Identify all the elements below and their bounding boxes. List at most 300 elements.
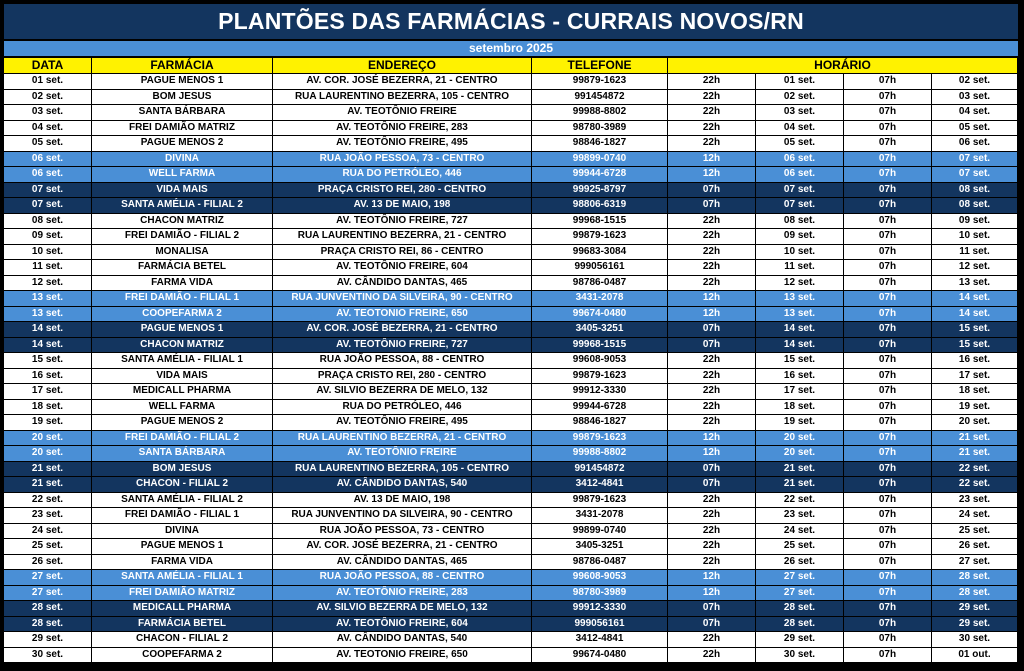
cell-end-date: 28 set. bbox=[932, 570, 1018, 586]
cell-end-hour: 07h bbox=[844, 648, 932, 664]
cell-pharmacy: CHACON - FILIAL 2 bbox=[92, 632, 273, 648]
table-row bbox=[4, 74, 1018, 90]
cell-end-hour: 07h bbox=[844, 431, 932, 447]
cell-phone: 99683-3084 bbox=[532, 245, 668, 261]
cell-pharmacy: FREI DAMIÃO - FILIAL 2 bbox=[92, 431, 273, 447]
cell-end-date: 24 set. bbox=[932, 508, 1018, 524]
cell-date: 18 set. bbox=[4, 400, 92, 416]
cell-pharmacy: PAGUE MENOS 2 bbox=[92, 415, 273, 431]
cell-start-hour: 22h bbox=[668, 648, 756, 664]
table-row bbox=[4, 632, 1018, 648]
cell-end-hour: 07h bbox=[844, 136, 932, 152]
cell-phone: 98780-3989 bbox=[532, 586, 668, 602]
cell-date: 25 set. bbox=[4, 539, 92, 555]
cell-phone: 99899-0740 bbox=[532, 524, 668, 540]
cell-pharmacy: WELL FARMA bbox=[92, 400, 273, 416]
cell-address: AV. TEOTÔNIO FREIRE, 727 bbox=[273, 338, 532, 354]
cell-pharmacy: VIDA MAIS bbox=[92, 183, 273, 199]
table-row bbox=[4, 353, 1018, 369]
cell-start-hour: 07h bbox=[668, 477, 756, 493]
cell-start-date: 22 set. bbox=[756, 493, 844, 509]
cell-date: 27 set. bbox=[4, 586, 92, 602]
cell-start-date: 28 set. bbox=[756, 617, 844, 633]
cell-date: 06 set. bbox=[4, 167, 92, 183]
cell-end-hour: 07h bbox=[844, 322, 932, 338]
cell-address: AV. TEOTÔNIO FREIRE, 727 bbox=[273, 214, 532, 230]
cell-address: RUA JUNVENTINO DA SILVEIRA, 90 - CENTRO bbox=[273, 508, 532, 524]
cell-pharmacy: MEDICALL PHARMA bbox=[92, 601, 273, 617]
cell-start-date: 13 set. bbox=[756, 307, 844, 323]
cell-pharmacy: SANTA BÁRBARA bbox=[92, 105, 273, 121]
cell-pharmacy: FREI DAMIÃO - FILIAL 1 bbox=[92, 291, 273, 307]
cell-date: 29 set. bbox=[4, 632, 92, 648]
cell-date: 11 set. bbox=[4, 260, 92, 276]
cell-address: AV. SILVIO BEZERRA DE MELO, 132 bbox=[273, 601, 532, 617]
table-row bbox=[4, 462, 1018, 478]
cell-address: AV. 13 DE MAIO, 198 bbox=[273, 198, 532, 214]
cell-address: RUA LAURENTINO BEZERRA, 105 - CENTRO bbox=[273, 462, 532, 478]
table-row bbox=[4, 276, 1018, 292]
cell-end-date: 23 set. bbox=[932, 493, 1018, 509]
cell-pharmacy: FARMA VIDA bbox=[92, 555, 273, 571]
cell-phone: 99912-3330 bbox=[532, 601, 668, 617]
table-row bbox=[4, 524, 1018, 540]
header-endereco: ENDEREÇO bbox=[273, 58, 532, 74]
cell-address: RUA JOÃO PESSOA, 88 - CENTRO bbox=[273, 353, 532, 369]
cell-phone: 999056161 bbox=[532, 260, 668, 276]
table-row bbox=[4, 555, 1018, 571]
table-body bbox=[4, 74, 1018, 663]
cell-start-date: 29 set. bbox=[756, 632, 844, 648]
cell-start-date: 07 set. bbox=[756, 198, 844, 214]
cell-address: RUA LAURENTINO BEZERRA, 21 - CENTRO bbox=[273, 229, 532, 245]
cell-end-hour: 07h bbox=[844, 415, 932, 431]
cell-end-hour: 07h bbox=[844, 384, 932, 400]
cell-address: RUA JOÃO PESSOA, 73 - CENTRO bbox=[273, 524, 532, 540]
cell-end-date: 21 set. bbox=[932, 431, 1018, 447]
cell-phone: 99988-8802 bbox=[532, 105, 668, 121]
header-horario: HORÁRIO bbox=[668, 58, 1018, 74]
cell-start-hour: 07h bbox=[668, 617, 756, 633]
table-row bbox=[4, 617, 1018, 633]
cell-pharmacy: COOPEFARMA 2 bbox=[92, 648, 273, 664]
cell-end-hour: 07h bbox=[844, 105, 932, 121]
cell-address: AV. TEOTÔNIO FREIRE bbox=[273, 105, 532, 121]
cell-phone: 3431-2078 bbox=[532, 291, 668, 307]
table-row bbox=[4, 245, 1018, 261]
cell-start-date: 23 set. bbox=[756, 508, 844, 524]
cell-pharmacy: CHACON - FILIAL 2 bbox=[92, 477, 273, 493]
cell-date: 30 set. bbox=[4, 648, 92, 664]
cell-date: 01 set. bbox=[4, 74, 92, 90]
cell-end-date: 11 set. bbox=[932, 245, 1018, 261]
cell-pharmacy: FARMA VIDA bbox=[92, 276, 273, 292]
schedule-table bbox=[4, 58, 1018, 663]
table-row bbox=[4, 508, 1018, 524]
table-row bbox=[4, 384, 1018, 400]
cell-address: AV. TEOTÔNIO FREIRE, 283 bbox=[273, 121, 532, 137]
cell-end-hour: 07h bbox=[844, 601, 932, 617]
cell-end-date: 07 set. bbox=[932, 167, 1018, 183]
cell-end-hour: 07h bbox=[844, 632, 932, 648]
cell-end-hour: 07h bbox=[844, 477, 932, 493]
cell-pharmacy: PAGUE MENOS 1 bbox=[92, 539, 273, 555]
cell-start-date: 12 set. bbox=[756, 276, 844, 292]
cell-address: AV. TEOTÔNIO FREIRE, 283 bbox=[273, 586, 532, 602]
cell-end-hour: 07h bbox=[844, 508, 932, 524]
cell-end-date: 30 set. bbox=[932, 632, 1018, 648]
cell-end-hour: 07h bbox=[844, 586, 932, 602]
table-header-row bbox=[4, 58, 1018, 74]
cell-start-hour: 22h bbox=[668, 121, 756, 137]
cell-address: AV. CÂNDIDO DANTAS, 465 bbox=[273, 555, 532, 571]
cell-phone: 3412-4841 bbox=[532, 632, 668, 648]
table-row bbox=[4, 307, 1018, 323]
cell-start-date: 25 set. bbox=[756, 539, 844, 555]
cell-start-hour: 12h bbox=[668, 431, 756, 447]
cell-pharmacy: CHACON MATRIZ bbox=[92, 214, 273, 230]
cell-end-hour: 07h bbox=[844, 74, 932, 90]
cell-end-date: 27 set. bbox=[932, 555, 1018, 571]
cell-pharmacy: COOPEFARMA 2 bbox=[92, 307, 273, 323]
cell-end-hour: 07h bbox=[844, 90, 932, 106]
cell-end-date: 20 set. bbox=[932, 415, 1018, 431]
cell-date: 10 set. bbox=[4, 245, 92, 261]
cell-start-hour: 22h bbox=[668, 400, 756, 416]
cell-pharmacy: WELL FARMA bbox=[92, 167, 273, 183]
table-row bbox=[4, 431, 1018, 447]
cell-end-date: 18 set. bbox=[932, 384, 1018, 400]
table-row bbox=[4, 369, 1018, 385]
cell-phone: 99674-0480 bbox=[532, 648, 668, 664]
cell-address: AV. TEOTÔNIO FREIRE, 495 bbox=[273, 415, 532, 431]
cell-start-hour: 12h bbox=[668, 307, 756, 323]
cell-start-hour: 22h bbox=[668, 90, 756, 106]
cell-end-hour: 07h bbox=[844, 198, 932, 214]
cell-pharmacy: PAGUE MENOS 2 bbox=[92, 136, 273, 152]
cell-end-hour: 07h bbox=[844, 462, 932, 478]
cell-start-hour: 22h bbox=[668, 229, 756, 245]
cell-phone: 99879-1623 bbox=[532, 369, 668, 385]
cell-pharmacy: SANTA AMÉLIA - FILIAL 1 bbox=[92, 353, 273, 369]
cell-start-date: 15 set. bbox=[756, 353, 844, 369]
cell-date: 22 set. bbox=[4, 493, 92, 509]
cell-address: RUA LAURENTINO BEZERRA, 105 - CENTRO bbox=[273, 90, 532, 106]
cell-start-date: 02 set. bbox=[756, 90, 844, 106]
table-row bbox=[4, 586, 1018, 602]
cell-address: RUA JUNVENTINO DA SILVEIRA, 90 - CENTRO bbox=[273, 291, 532, 307]
cell-phone: 99912-3330 bbox=[532, 384, 668, 400]
cell-date: 28 set. bbox=[4, 601, 92, 617]
cell-pharmacy: SANTA AMÉLIA - FILIAL 2 bbox=[92, 198, 273, 214]
cell-address: AV. CÂNDIDO DANTAS, 540 bbox=[273, 477, 532, 493]
cell-start-hour: 22h bbox=[668, 384, 756, 400]
table-row bbox=[4, 152, 1018, 168]
cell-address: AV. COR. JOSÉ BEZERRA, 21 - CENTRO bbox=[273, 322, 532, 338]
table-row bbox=[4, 136, 1018, 152]
cell-pharmacy: FREI DAMIÃO MATRIZ bbox=[92, 121, 273, 137]
cell-end-date: 14 set. bbox=[932, 307, 1018, 323]
cell-phone: 3405-3251 bbox=[532, 322, 668, 338]
cell-address: RUA DO PETRÓLEO, 446 bbox=[273, 400, 532, 416]
cell-phone: 99608-9053 bbox=[532, 570, 668, 586]
cell-end-date: 15 set. bbox=[932, 322, 1018, 338]
cell-start-date: 21 set. bbox=[756, 462, 844, 478]
cell-date: 12 set. bbox=[4, 276, 92, 292]
cell-end-date: 15 set. bbox=[932, 338, 1018, 354]
cell-end-date: 16 set. bbox=[932, 353, 1018, 369]
cell-end-hour: 07h bbox=[844, 446, 932, 462]
cell-address: AV. TEOTÔNIO FREIRE, 604 bbox=[273, 260, 532, 276]
cell-date: 16 set. bbox=[4, 369, 92, 385]
cell-start-hour: 22h bbox=[668, 369, 756, 385]
cell-address: PRAÇA CRISTO REI, 280 - CENTRO bbox=[273, 369, 532, 385]
cell-date: 08 set. bbox=[4, 214, 92, 230]
header-telefone: TELEFONE bbox=[532, 58, 668, 74]
cell-end-date: 22 set. bbox=[932, 462, 1018, 478]
cell-start-date: 03 set. bbox=[756, 105, 844, 121]
cell-address: AV. SILVIO BEZERRA DE MELO, 132 bbox=[273, 384, 532, 400]
page-title: PLANTÕES DAS FARMÁCIAS - CURRAIS NOVOS/RN bbox=[4, 4, 1018, 39]
cell-date: 20 set. bbox=[4, 431, 92, 447]
cell-end-date: 21 set. bbox=[932, 446, 1018, 462]
cell-date: 13 set. bbox=[4, 307, 92, 323]
cell-end-hour: 07h bbox=[844, 167, 932, 183]
table-row bbox=[4, 601, 1018, 617]
cell-end-hour: 07h bbox=[844, 307, 932, 323]
cell-end-hour: 07h bbox=[844, 121, 932, 137]
cell-pharmacy: PAGUE MENOS 1 bbox=[92, 74, 273, 90]
cell-phone: 98780-3989 bbox=[532, 121, 668, 137]
cell-phone: 99968-1515 bbox=[532, 214, 668, 230]
cell-phone: 991454872 bbox=[532, 462, 668, 478]
cell-phone: 3412-4841 bbox=[532, 477, 668, 493]
cell-start-date: 21 set. bbox=[756, 477, 844, 493]
cell-start-date: 01 set. bbox=[756, 74, 844, 90]
cell-address: AV. TEOTÔNIO FREIRE bbox=[273, 446, 532, 462]
cell-address: AV. CÂNDIDO DANTAS, 465 bbox=[273, 276, 532, 292]
cell-end-date: 17 set. bbox=[932, 369, 1018, 385]
cell-start-date: 06 set. bbox=[756, 167, 844, 183]
cell-date: 15 set. bbox=[4, 353, 92, 369]
cell-phone: 98846-1827 bbox=[532, 415, 668, 431]
cell-phone: 99674-0480 bbox=[532, 307, 668, 323]
cell-phone: 98846-1827 bbox=[532, 136, 668, 152]
cell-start-date: 27 set. bbox=[756, 586, 844, 602]
cell-address: AV. TEOTONIO FREIRE, 650 bbox=[273, 307, 532, 323]
table-row bbox=[4, 415, 1018, 431]
cell-start-hour: 22h bbox=[668, 136, 756, 152]
cell-start-date: 07 set. bbox=[756, 183, 844, 199]
cell-start-hour: 07h bbox=[668, 198, 756, 214]
cell-date: 19 set. bbox=[4, 415, 92, 431]
cell-date: 24 set. bbox=[4, 524, 92, 540]
cell-phone: 98786-0487 bbox=[532, 555, 668, 571]
cell-start-hour: 22h bbox=[668, 493, 756, 509]
cell-start-hour: 22h bbox=[668, 214, 756, 230]
cell-address: PRAÇA CRISTO REI, 86 - CENTRO bbox=[273, 245, 532, 261]
cell-end-hour: 07h bbox=[844, 493, 932, 509]
table-row bbox=[4, 400, 1018, 416]
cell-end-hour: 07h bbox=[844, 524, 932, 540]
cell-pharmacy: SANTA AMÉLIA - FILIAL 2 bbox=[92, 493, 273, 509]
cell-phone: 999056161 bbox=[532, 617, 668, 633]
cell-start-date: 17 set. bbox=[756, 384, 844, 400]
cell-pharmacy: MONALISA bbox=[92, 245, 273, 261]
cell-address: AV. 13 DE MAIO, 198 bbox=[273, 493, 532, 509]
cell-start-date: 04 set. bbox=[756, 121, 844, 137]
cell-date: 04 set. bbox=[4, 121, 92, 137]
cell-phone: 98806-6319 bbox=[532, 198, 668, 214]
cell-start-hour: 12h bbox=[668, 446, 756, 462]
cell-address: AV. COR. JOSÉ BEZERRA, 21 - CENTRO bbox=[273, 74, 532, 90]
cell-phone: 99608-9053 bbox=[532, 353, 668, 369]
cell-end-date: 05 set. bbox=[932, 121, 1018, 137]
cell-pharmacy: BOM JESUS bbox=[92, 462, 273, 478]
cell-start-date: 05 set. bbox=[756, 136, 844, 152]
cell-pharmacy: DIVINA bbox=[92, 152, 273, 168]
table-row bbox=[4, 229, 1018, 245]
cell-end-hour: 07h bbox=[844, 353, 932, 369]
cell-start-hour: 22h bbox=[668, 260, 756, 276]
cell-phone: 99925-8797 bbox=[532, 183, 668, 199]
cell-start-hour: 07h bbox=[668, 338, 756, 354]
cell-address: AV. COR. JOSÉ BEZERRA, 21 - CENTRO bbox=[273, 539, 532, 555]
cell-start-hour: 07h bbox=[668, 601, 756, 617]
cell-address: AV. TEOTÔNIO FREIRE, 495 bbox=[273, 136, 532, 152]
header-farmacia: FARMÁCIA bbox=[92, 58, 273, 74]
cell-pharmacy: FREI DAMIÃO MATRIZ bbox=[92, 586, 273, 602]
cell-phone: 99988-8802 bbox=[532, 446, 668, 462]
cell-end-date: 19 set. bbox=[932, 400, 1018, 416]
cell-phone: 99879-1623 bbox=[532, 229, 668, 245]
cell-phone: 99899-0740 bbox=[532, 152, 668, 168]
cell-start-date: 27 set. bbox=[756, 570, 844, 586]
cell-end-date: 08 set. bbox=[932, 198, 1018, 214]
cell-end-date: 04 set. bbox=[932, 105, 1018, 121]
cell-start-date: 18 set. bbox=[756, 400, 844, 416]
cell-date: 02 set. bbox=[4, 90, 92, 106]
cell-end-date: 01 out. bbox=[932, 648, 1018, 664]
cell-date: 14 set. bbox=[4, 322, 92, 338]
cell-end-hour: 07h bbox=[844, 260, 932, 276]
cell-end-date: 25 set. bbox=[932, 524, 1018, 540]
cell-start-hour: 12h bbox=[668, 167, 756, 183]
cell-date: 07 set. bbox=[4, 183, 92, 199]
cell-address: RUA DO PETRÓLEO, 446 bbox=[273, 167, 532, 183]
cell-start-hour: 12h bbox=[668, 152, 756, 168]
schedule-sheet bbox=[2, 2, 1020, 669]
cell-pharmacy: FARMÁCIA BETEL bbox=[92, 617, 273, 633]
cell-start-hour: 07h bbox=[668, 322, 756, 338]
cell-start-date: 06 set. bbox=[756, 152, 844, 168]
cell-start-hour: 22h bbox=[668, 105, 756, 121]
cell-pharmacy: FARMÁCIA BETEL bbox=[92, 260, 273, 276]
cell-address: RUA JOÃO PESSOA, 73 - CENTRO bbox=[273, 152, 532, 168]
cell-end-date: 03 set. bbox=[932, 90, 1018, 106]
cell-end-hour: 07h bbox=[844, 229, 932, 245]
cell-end-date: 29 set. bbox=[932, 601, 1018, 617]
cell-end-hour: 07h bbox=[844, 617, 932, 633]
cell-date: 21 set. bbox=[4, 477, 92, 493]
cell-date: 20 set. bbox=[4, 446, 92, 462]
cell-address: RUA LAURENTINO BEZERRA, 21 - CENTRO bbox=[273, 431, 532, 447]
cell-start-date: 11 set. bbox=[756, 260, 844, 276]
cell-end-hour: 07h bbox=[844, 400, 932, 416]
cell-end-hour: 07h bbox=[844, 152, 932, 168]
cell-end-hour: 07h bbox=[844, 291, 932, 307]
cell-end-hour: 07h bbox=[844, 183, 932, 199]
cell-date: 26 set. bbox=[4, 555, 92, 571]
cell-start-date: 20 set. bbox=[756, 431, 844, 447]
cell-end-date: 08 set. bbox=[932, 183, 1018, 199]
cell-phone: 991454872 bbox=[532, 90, 668, 106]
header-data: DATA bbox=[4, 58, 92, 74]
cell-pharmacy: FREI DAMIÃO - FILIAL 2 bbox=[92, 229, 273, 245]
cell-address: AV. CÂNDIDO DANTAS, 540 bbox=[273, 632, 532, 648]
cell-start-date: 13 set. bbox=[756, 291, 844, 307]
cell-start-hour: 12h bbox=[668, 570, 756, 586]
cell-end-hour: 07h bbox=[844, 338, 932, 354]
cell-phone: 98786-0487 bbox=[532, 276, 668, 292]
cell-start-hour: 07h bbox=[668, 183, 756, 199]
table-row bbox=[4, 260, 1018, 276]
cell-end-date: 26 set. bbox=[932, 539, 1018, 555]
cell-date: 03 set. bbox=[4, 105, 92, 121]
cell-start-hour: 22h bbox=[668, 632, 756, 648]
cell-start-hour: 22h bbox=[668, 353, 756, 369]
cell-phone: 99944-6728 bbox=[532, 167, 668, 183]
cell-end-date: 28 set. bbox=[932, 586, 1018, 602]
cell-pharmacy: CHACON MATRIZ bbox=[92, 338, 273, 354]
table-row bbox=[4, 90, 1018, 106]
table-row bbox=[4, 322, 1018, 338]
table-row bbox=[4, 446, 1018, 462]
cell-start-date: 24 set. bbox=[756, 524, 844, 540]
cell-end-date: 29 set. bbox=[932, 617, 1018, 633]
cell-end-hour: 07h bbox=[844, 245, 932, 261]
cell-end-date: 10 set. bbox=[932, 229, 1018, 245]
table-row bbox=[4, 539, 1018, 555]
cell-start-hour: 22h bbox=[668, 555, 756, 571]
cell-end-date: 12 set. bbox=[932, 260, 1018, 276]
cell-end-hour: 07h bbox=[844, 570, 932, 586]
cell-date: 27 set. bbox=[4, 570, 92, 586]
cell-end-date: 02 set. bbox=[932, 74, 1018, 90]
cell-date: 05 set. bbox=[4, 136, 92, 152]
cell-start-date: 30 set. bbox=[756, 648, 844, 664]
cell-pharmacy: SANTA BÁRBARA bbox=[92, 446, 273, 462]
cell-start-hour: 22h bbox=[668, 74, 756, 90]
table-row bbox=[4, 214, 1018, 230]
cell-phone: 99944-6728 bbox=[532, 400, 668, 416]
cell-date: 23 set. bbox=[4, 508, 92, 524]
cell-start-date: 19 set. bbox=[756, 415, 844, 431]
cell-phone: 99879-1623 bbox=[532, 431, 668, 447]
table-row bbox=[4, 570, 1018, 586]
cell-start-hour: 22h bbox=[668, 539, 756, 555]
cell-pharmacy: SANTA AMÉLIA - FILIAL 1 bbox=[92, 570, 273, 586]
cell-start-date: 14 set. bbox=[756, 322, 844, 338]
cell-end-hour: 07h bbox=[844, 539, 932, 555]
table-row bbox=[4, 493, 1018, 509]
cell-end-hour: 07h bbox=[844, 276, 932, 292]
cell-start-hour: 12h bbox=[668, 291, 756, 307]
cell-start-date: 08 set. bbox=[756, 214, 844, 230]
cell-date: 07 set. bbox=[4, 198, 92, 214]
table-row bbox=[4, 198, 1018, 214]
cell-start-hour: 07h bbox=[668, 462, 756, 478]
